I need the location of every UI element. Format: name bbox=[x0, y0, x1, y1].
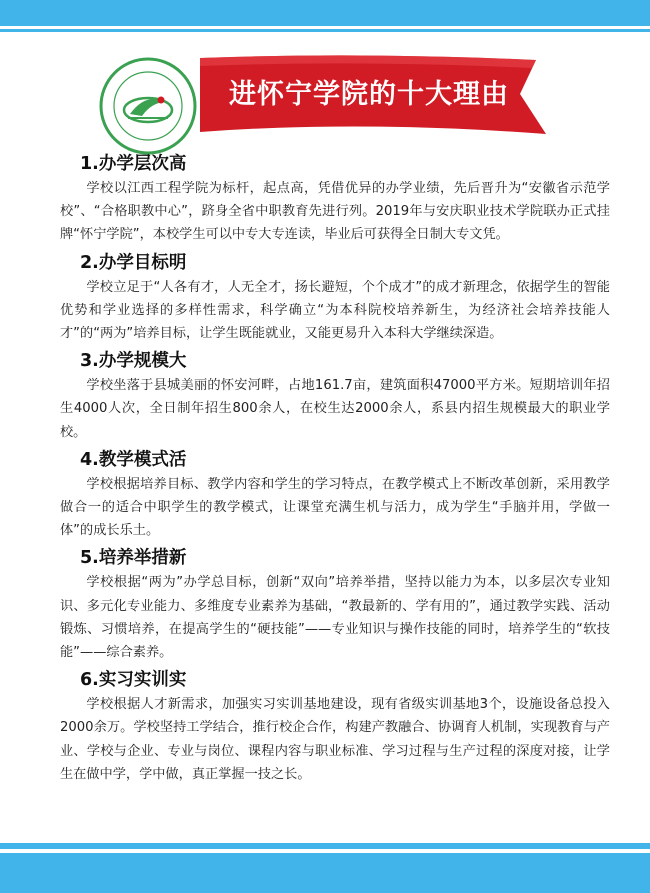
bottom-accent-bar bbox=[0, 853, 650, 893]
reason-body: 学校坐落于县城美丽的怀安河畔，占地161.7亩，建筑面积47000平方米。短期培训年招生4000人次，全日制年招生800余人，在校生达2000余人，系县内招生规模最大的职业学校。 bbox=[60, 378, 610, 440]
reason-body: 学校根据人才新需求，加强实习实训基地建设，现有省级实训基地3个，设施设备总投入2000余万。学校坚持工学结合，推行校企合作，构建产教融合、协调育人机制，实现教育与产业、学校与企业、专业与岗位、课程内容与职业标准、学习过程与生产过程的深度对接，让学生在做中学，学中做，真正掌握一技之长。 bbox=[60, 697, 610, 782]
reason-heading: 5.培养举措新 bbox=[80, 548, 187, 569]
reason-heading: 6.实习实训实 bbox=[80, 670, 187, 691]
reason-section-2 bbox=[60, 251, 610, 346]
reason-section-1 bbox=[60, 152, 610, 247]
reason-heading: 2.办学目标明 bbox=[80, 252, 187, 273]
reason-heading: 4.教学模式活 bbox=[80, 449, 187, 470]
reasons-content bbox=[60, 148, 610, 786]
reason-body: 学校根据培养目标、教学内容和学生的学习特点，在教学模式上不断改革创新，采用教学做合一的适合中职学生的教学模式，让课堂充满生机与活力，成为学生“手脑并用，学做一体”的成长乐土。 bbox=[60, 476, 610, 539]
top-accent-bar bbox=[0, 0, 650, 26]
reason-body: 学校立足于“人各有才，人无全才，扬长避短，个个成才”的成才新理念，依据学生的智能优势和学业选择的多样性需求，科学确立“为本科院校培养新生，为经济社会培养技能人才”的“两为”培养目标，让学生既能就业，又能更易升入本科大学继续深造。 bbox=[60, 279, 610, 342]
reason-section-5 bbox=[60, 546, 610, 664]
reason-section-3 bbox=[60, 349, 610, 444]
reason-body: 学校根据“两为”办学总目标，创新“双向”培养举措，坚持以能力为本，以多层次专业知识、多元化专业能力、多维度专业素养为基础，“教最新的、学有用的”，通过教学实践、活动锻炼、习惯培养，在提高学生的“硬技能”——专业知识与操作技能的同时，培养学生的“软技能”——综合素养。 bbox=[60, 575, 610, 661]
reason-body: 学校以江西工程学院为标杆，起点高，凭借优异的办学业绩，先后晋升为“安徽省示范学校”、“合格职教中心”，跻身全省中职教育先进行列。2019年与安庆职业技术学院联办正式挂牌“怀宁学院”，本校学生可以中专大专连读，毕业后可获得全日制大专文凭。 bbox=[60, 181, 610, 243]
page-title: 进怀宁学院的十大理由 bbox=[229, 79, 509, 110]
reason-heading: 3.办学规模大 bbox=[80, 351, 187, 372]
reason-section-6 bbox=[60, 668, 610, 786]
reason-heading: 1.办学层次高 bbox=[80, 154, 187, 174]
top-accent-line bbox=[0, 29, 650, 32]
title-banner bbox=[160, 48, 548, 142]
bottom-accent-line bbox=[0, 843, 650, 849]
reason-section-4 bbox=[60, 448, 610, 543]
school-emblem-icon bbox=[98, 56, 198, 156]
